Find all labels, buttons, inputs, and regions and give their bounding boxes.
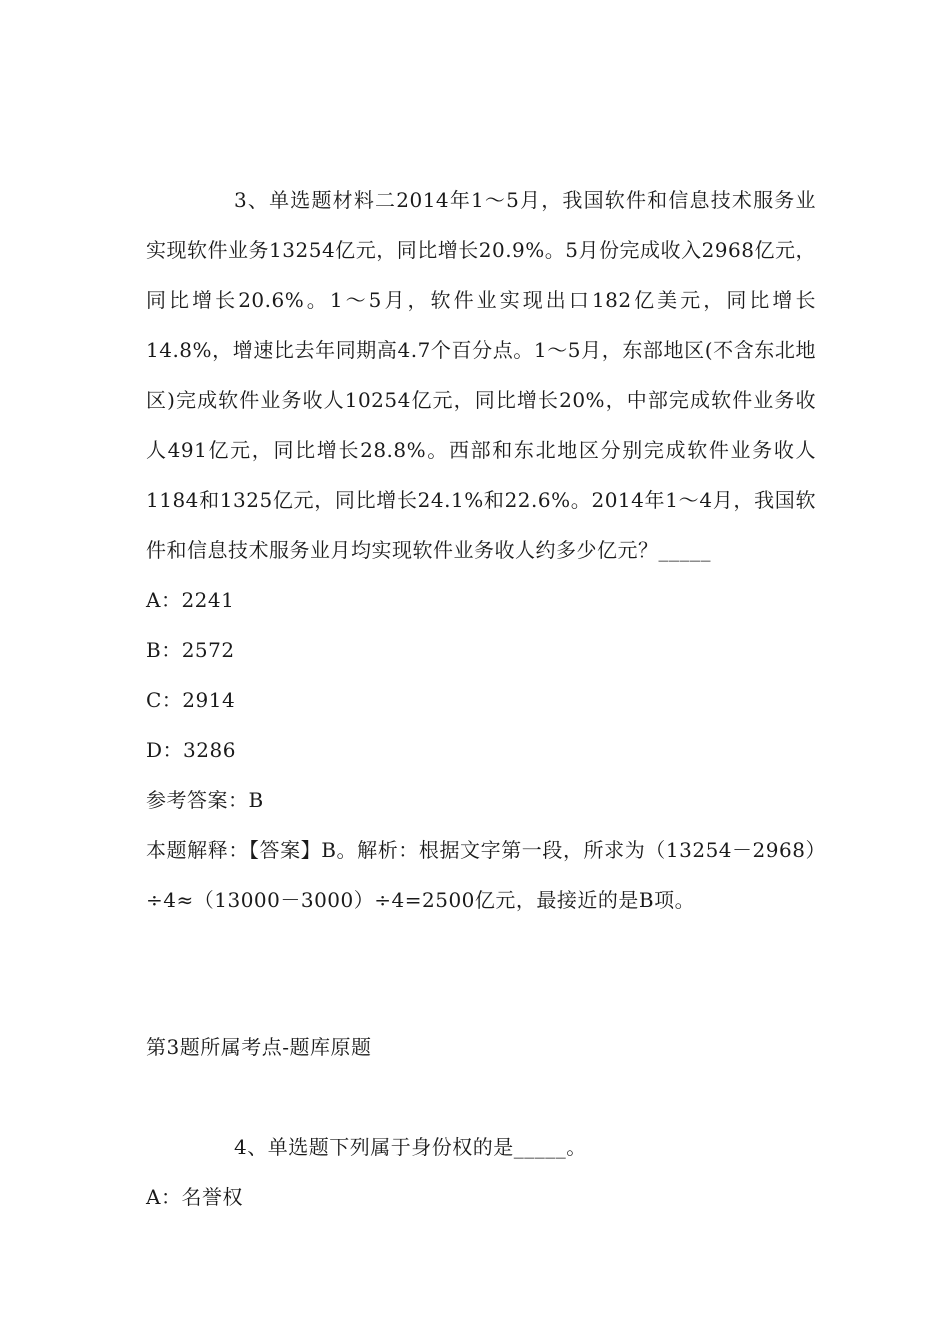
question-3-option-b: B：2572 bbox=[146, 638, 235, 662]
question-4 bbox=[146, 1122, 816, 1222]
question-3-category: 第3题所属考点-题库原题 bbox=[146, 1035, 372, 1059]
question-3-answer: 参考答案：B bbox=[146, 788, 264, 812]
question-3 bbox=[146, 175, 816, 925]
question-3-option-d: D：3286 bbox=[146, 738, 236, 762]
question-3-category-block bbox=[146, 1022, 816, 1072]
question-3-explanation: 本题解释：【答案】B。解析：根据文字第一段，所求为（13254－2968）÷4≈（13000－3000）÷4=2500亿元，最接近的是B项。 bbox=[146, 838, 816, 912]
question-3-stem: 3、单选题材料二2014年1～5月，我国软件和信息技术服务业实现软件业务13254亿元，同比增长20.9%。5月份完成收入2968亿元，同比增长20.6%。1～5月，软件业实现出口182亿美元，同比增长14.8%，增速比去年同期高4.7个百分点。1～5月，东部地区(不含东北地区)完成软件业务收人10254亿元，同比增长20%，中部完成软件业务收人491亿元，同比增长28.8%。西部和东北地区分别完成软件业务收人1184和1325亿元，同比增长24.1%和22.6%。2014年1～4月，我国软件和信息技术服务业月均实现软件业务收人约多少亿元？_____ bbox=[146, 188, 816, 562]
question-4-option-a: A：名誉权 bbox=[146, 1185, 243, 1209]
question-4-stem: 4、单选题下列属于身份权的是_____。 bbox=[234, 1135, 587, 1159]
question-3-option-a: A：2241 bbox=[146, 588, 235, 612]
question-3-option-c: C：2914 bbox=[146, 688, 236, 712]
